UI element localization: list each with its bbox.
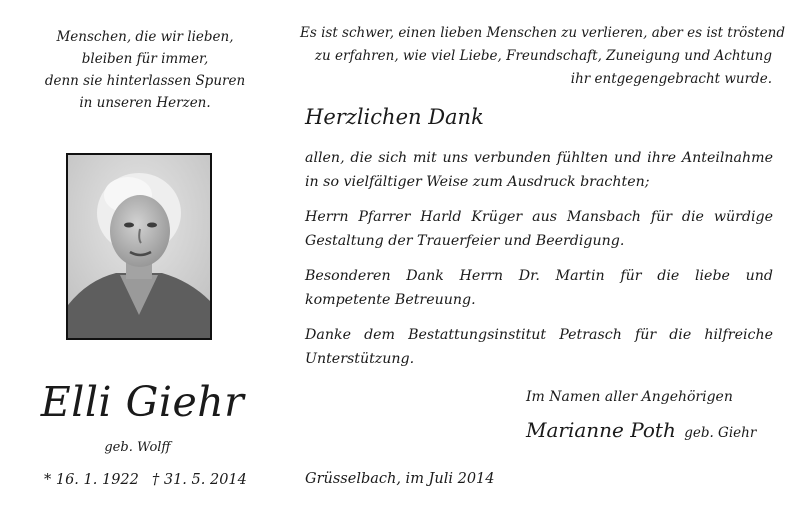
thanks-paragraph: allen, die sich mit uns verbunden fühlten und ihre Anteilnahme in so vielfältiger Weise zum Ausdruck brachten; [305, 150, 773, 190]
signer-maiden-name: geb. Giehr [684, 425, 757, 441]
on-behalf-line: Im Namen aller Angehörigen [526, 389, 733, 405]
thanks-paragraph: Herrn Pfarrer Harld Krüger aus Mansbach für die würdige Gestaltung der Trauerfeier und Beerdigung. [305, 209, 773, 249]
thanks-paragraph: Besonderen Dank Herrn Dr. Martin für die liebe und kompetente Betreuung. [305, 268, 773, 308]
birth-date: * 16. 1. 1922 [44, 472, 139, 488]
poem-line: bleiben für immer, [81, 51, 209, 67]
place-and-date: Grüsselbach, im Juli 2014 [305, 471, 495, 487]
death-date: † 31. 5. 2014 [152, 472, 247, 488]
quote-line: zu erfahren, wie viel Liebe, Freundschaft, Zuneigung und Achtung [314, 48, 772, 64]
signer-name: Marianne Poth [526, 418, 676, 442]
quote-line: ihr entgegengebracht wurde. [570, 71, 772, 87]
poem-line: in unseren Herzen. [79, 95, 211, 111]
quote-line: Es ist schwer, einen lieben Menschen zu verlieren, aber es ist tröstend [300, 25, 785, 41]
poem-line: Menschen, die wir lieben, [56, 29, 234, 45]
memorial-poem [20, 26, 270, 114]
thanks-heading: Herzlichen Dank [305, 105, 484, 129]
deceased-maiden-name: geb. Wolff [104, 440, 171, 455]
poem-line: denn sie hinterlassen Spuren [44, 73, 246, 89]
signer [526, 418, 756, 442]
portrait-photo [66, 153, 212, 340]
deceased-name: Elli Giehr [40, 378, 245, 426]
portrait-image [68, 155, 210, 338]
thanks-paragraph: Danke dem Bestattungsinstitut Petrasch für die hilfreiche Unterstützung. [305, 327, 773, 367]
consolation-quote [300, 22, 785, 91]
